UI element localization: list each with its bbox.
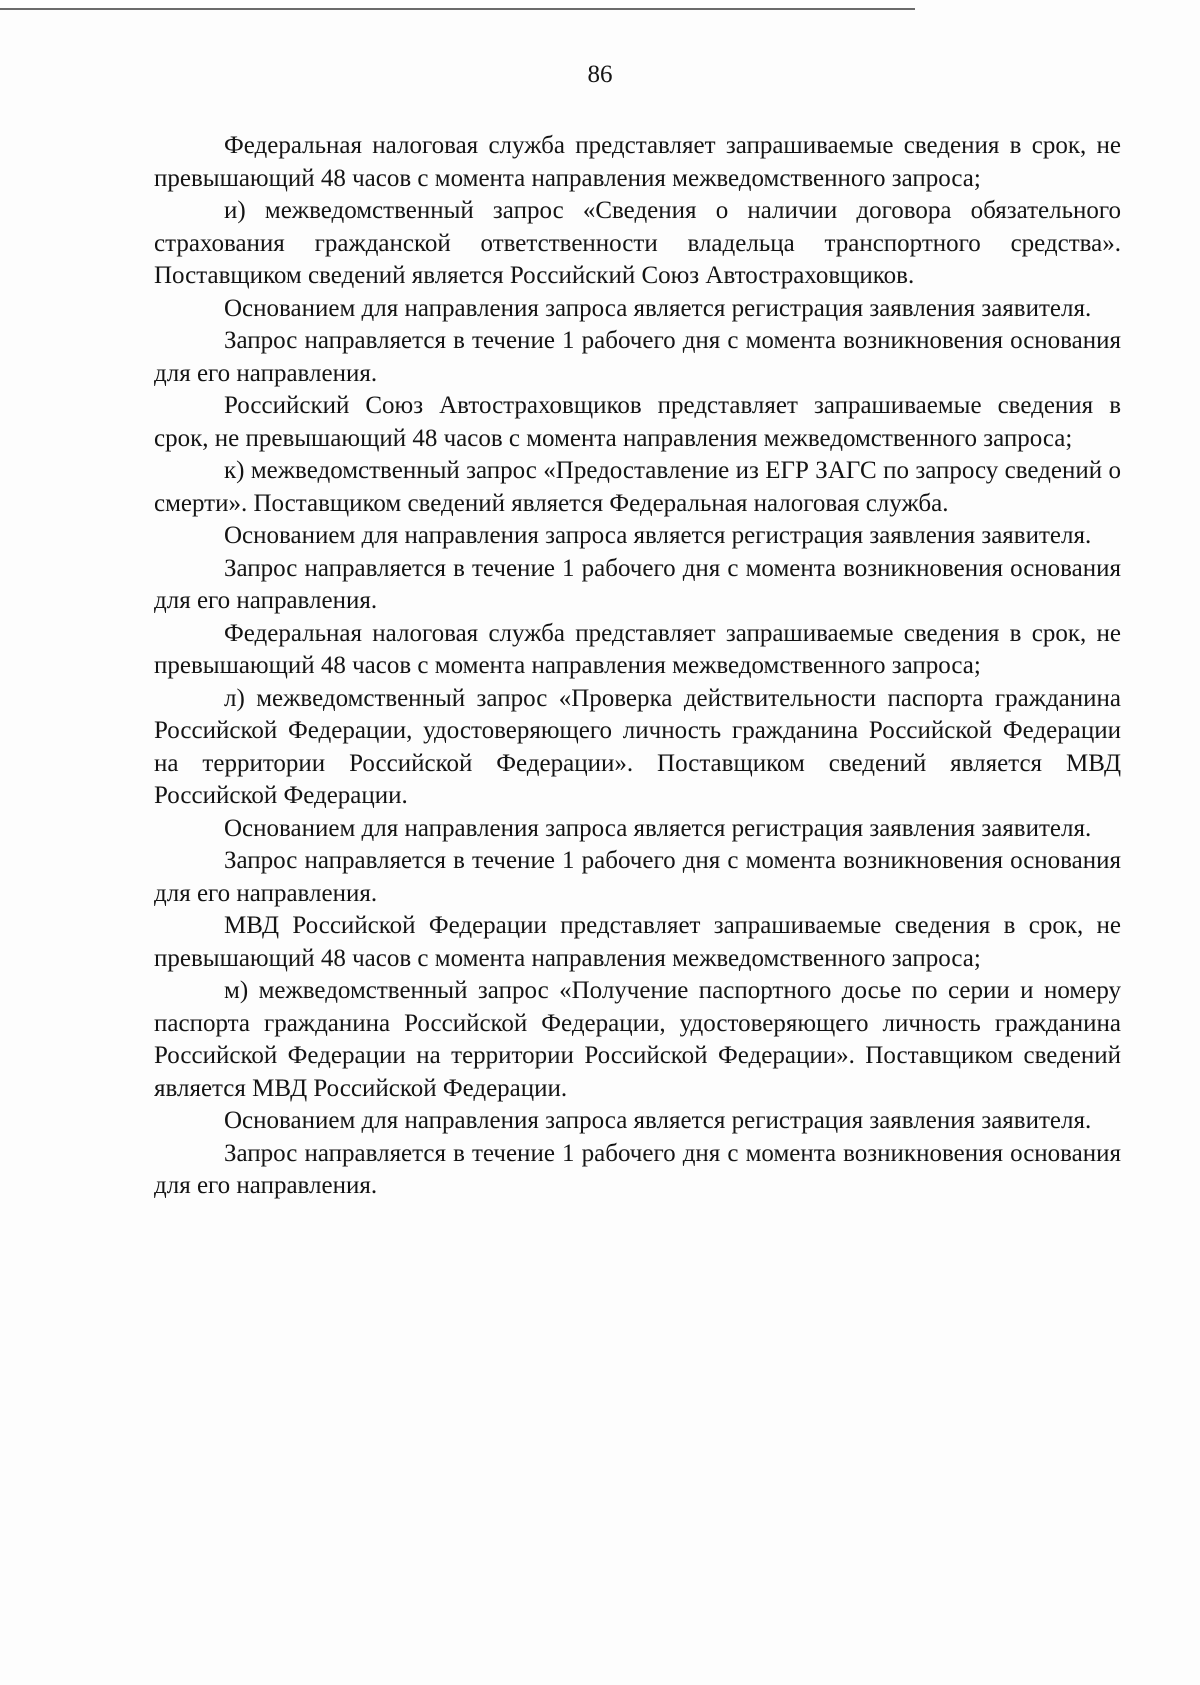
paragraph-basis-m: Основанием для направления запроса является регистрация заявления заявителя. xyxy=(224,1107,1092,1134)
paragraph-deadline-k: Запрос направляется в течение 1 рабочего дня с момента возникновения основания для его направления. xyxy=(154,554,1121,614)
paragraph-item-l: л) межведомственный запрос «Проверка действительности паспорта гражданина Российской Федерации, удостоверяющего личность гражданина Российской Федерации на территории Российской Федерации». Поставщиком сведений является МВД Российской Федерации. xyxy=(154,684,1121,809)
paragraph-fns-response-1: Федеральная налоговая служба представляет запрашиваемые сведения в срок, не превышающий 48 часов с момента направления межведомственного запроса; xyxy=(154,132,1121,192)
paragraph-deadline-l: Запрос направляется в течение 1 рабочего дня с момента возникновения основания для его направления. xyxy=(154,847,1121,907)
paragraph-mvd-response: МВД Российской Федерации представляет запрашиваемые сведения в срок, не превышающий 48 часов с момента направления межведомственного запроса; xyxy=(154,912,1121,972)
paragraph-item-i: и) межведомственный запрос «Сведения о наличии договора обязательного страхования гражданской ответственности владельца транспортного средства». Поставщиком сведений является Российский Союз Автостраховщиков. xyxy=(154,197,1121,289)
paragraph-item-m: м) межведомственный запрос «Получение паспортного досье по серии и номеру паспорта гражданина Российской Федерации, удостоверяющего личность гражданина Российской Федерации на территории Российской Федерации». Поставщиком сведений является МВД Российской Федерации. xyxy=(154,977,1121,1102)
paragraph-deadline-m: Запрос направляется в течение 1 рабочего дня с момента возникновения основания для его направления. xyxy=(154,1139,1121,1199)
paragraph-basis-k: Основанием для направления запроса является регистрация заявления заявителя. xyxy=(224,522,1092,549)
paragraph-fns-response-2: Федеральная налоговая служба представляет запрашиваемые сведения в срок, не превышающий 48 часов с момента направления межведомственного запроса; xyxy=(154,619,1121,679)
paragraph-item-k: к) межведомственный запрос «Предоставление из ЕГР ЗАГС по запросу сведений о смерти». Поставщиком сведений является Федеральная налоговая служба. xyxy=(154,457,1121,517)
paragraph-rsa-response: Российский Союз Автостраховщиков представляет запрашиваемые сведения в срок, не превышающий 48 часов с момента направления межведомственного запроса; xyxy=(154,392,1121,452)
top-rule xyxy=(0,8,915,10)
body-text xyxy=(154,130,1121,1203)
paragraph-basis-l: Основанием для направления запроса является регистрация заявления заявителя. xyxy=(224,814,1092,842)
paragraph-basis-i: Основанием для направления запроса является регистрация заявления заявителя. xyxy=(224,294,1092,322)
paragraph-deadline-i: Запрос направляется в течение 1 рабочего дня с момента возникновения основания для его направления. xyxy=(154,327,1121,387)
page-number: 86 xyxy=(587,61,613,88)
